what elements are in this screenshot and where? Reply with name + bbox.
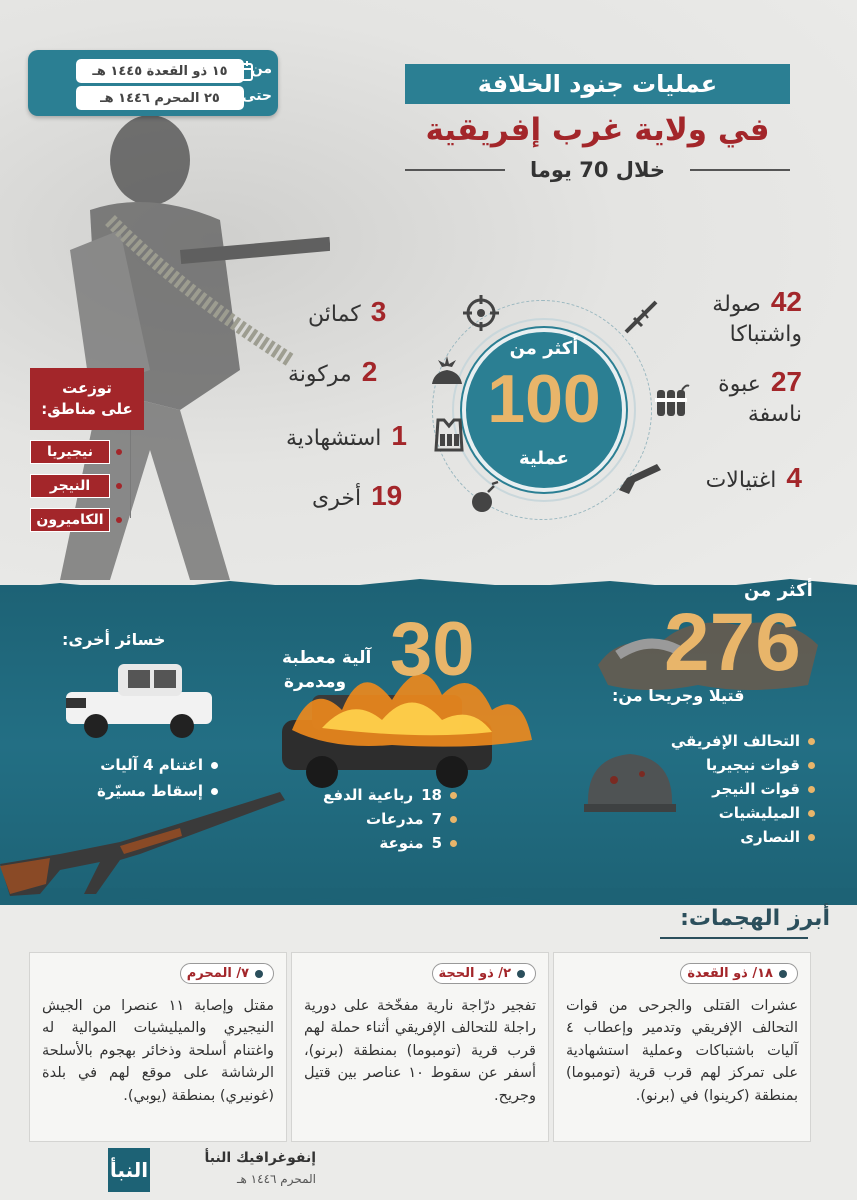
stat-raids-label-1: صولة [712, 292, 761, 317]
attack-card-date [432, 963, 536, 984]
pistol-icon [615, 458, 663, 496]
crosshair-icon [462, 294, 500, 332]
regions-connector [130, 430, 131, 518]
region-tag-nigeria: نيجيريا [30, 440, 110, 464]
stat-ieds-number: 27 [770, 366, 802, 397]
list-bullet [808, 762, 815, 769]
casualty-group-label: قوات نيجيريا [706, 756, 800, 774]
other-loss-label: اغتنام 4 آليات [100, 756, 203, 774]
casualty-group-item [671, 780, 815, 798]
stat-parked-number: 2 [361, 356, 378, 387]
casualties-number: 276 [664, 597, 801, 688]
summary-top-text: أكثر من [509, 338, 579, 359]
stat-ieds [718, 366, 802, 398]
list-bullet [808, 738, 815, 745]
stat-other-number: 19 [371, 480, 403, 511]
stat-parked-label: مركونة [288, 362, 352, 387]
stat-ambushes [308, 296, 386, 328]
stat-martyrdom-label: استشهادية [286, 426, 382, 451]
vehicle-type-item [323, 834, 457, 852]
stat-raids-number: 42 [770, 286, 802, 317]
date-to-label: حتى [242, 88, 272, 104]
vehicle-type-number: 18 [421, 786, 442, 804]
attack-card-date [180, 963, 274, 984]
footer-date: المحرم ١٤٤٦ هـ [237, 1172, 316, 1186]
region-tag-cameroon: الكاميرون [30, 508, 110, 532]
attack-card-date-text: ٢/ ذو الحجة [438, 966, 511, 981]
grenade-icon [466, 478, 504, 516]
casualty-group-label: التحالف الإفريقي [670, 732, 800, 750]
casualty-group-item [671, 756, 815, 774]
vehicles-label-2: ومدمرة [284, 672, 347, 692]
vehicle-type-item [323, 810, 457, 828]
attack-card-date-text: ٧/ المحرم [186, 966, 249, 981]
summary-number: 100 [487, 361, 601, 437]
casualty-group-label: الميليشيات [718, 804, 800, 822]
naba-logo: النبأ [108, 1148, 150, 1192]
vehicle-type-number: 7 [431, 810, 442, 828]
other-losses-title: خسائر أخرى: [62, 630, 166, 649]
title-line-3: خلال 70 يوما [529, 158, 666, 182]
vehicle-type-number: 5 [431, 834, 442, 852]
stat-assassinations-number: 4 [786, 462, 802, 493]
stat-ambushes-number: 3 [370, 296, 387, 327]
casualty-group-item [671, 828, 815, 846]
stat-assassinations-label: اغتيالات [705, 468, 777, 493]
helmet-image [580, 744, 680, 820]
date-from-value: ١٥ ذو القعدة ١٤٤٥ هـ [76, 59, 244, 83]
vehicles-number: 30 [390, 607, 475, 692]
stat-raids-line2 [730, 322, 802, 347]
attack-card [553, 952, 811, 1142]
vehicle-type-label: مدرعات [366, 810, 424, 828]
casualty-group-item [671, 732, 815, 750]
regions-label-line2: على مناطق: [41, 400, 133, 418]
casualty-group-label: النصارى [740, 828, 800, 846]
casualty-group-item [671, 804, 815, 822]
list-bullet [450, 792, 457, 799]
bomb-vest-icon [430, 416, 468, 454]
stat-raids-label-2: واشتباكا [729, 322, 802, 347]
region-dot [116, 517, 122, 523]
stat-ieds-label-2: ناسفة [747, 402, 802, 427]
regions-label-line1: توزعت [62, 379, 112, 397]
casualties-groups-list [671, 732, 815, 846]
rifle-icon [622, 298, 660, 336]
vehicle-type-item [323, 786, 457, 804]
explosion-icon [428, 352, 466, 390]
list-bullet [450, 840, 457, 847]
attack-card-date-text: ١٨/ ذو القعدة [687, 966, 773, 981]
regions-label [30, 368, 144, 430]
date-to-value: ٢٥ المحرم ١٤٤٦ هـ [76, 86, 244, 110]
stat-martyrdom-number: 1 [391, 420, 407, 451]
attack-card-text: عشرات القتلى والجرحى من قوات التحالف الإفريقي وتدمير وإعطاب ٤ آليات باشتباكات وعملية استشهادية على تمركز لهم قرب قرية (تومبوما) بمنطقة (كرينوا) في (برنو). [566, 998, 798, 1104]
stat-other [312, 480, 402, 512]
explosive-icon [652, 382, 690, 420]
stat-ieds-line2 [748, 402, 802, 427]
title-line-1: عمليات جنود الخلافة [405, 64, 790, 104]
stat-other-label: أخرى [312, 486, 362, 511]
attack-card [291, 952, 549, 1142]
casualty-group-label: قوات النيجر [712, 780, 800, 798]
date-dot-icon [779, 970, 787, 978]
ak-rifle-image [0, 784, 290, 904]
date-dot-icon [255, 970, 263, 978]
vehicles-breakdown-list [323, 786, 457, 852]
date-dot-icon [517, 970, 525, 978]
list-bullet [808, 834, 815, 841]
casualties-top-text: أكثر من [744, 580, 813, 601]
stat-ieds-label-1: عبوة [718, 372, 761, 397]
attack-card-date [680, 963, 798, 984]
stat-parked [288, 356, 377, 388]
list-bullet [211, 762, 218, 769]
date-from-label: من [250, 61, 272, 77]
other-loss-label: إسقاط مسيّرة [97, 782, 203, 800]
vehicle-type-label: رباعية الدفع [323, 786, 414, 804]
region-dot [116, 483, 122, 489]
attacks-title-rule [660, 937, 808, 939]
region-tag-niger: النيجر [30, 474, 110, 498]
title-line-2: في ولاية غرب إفريقية [425, 112, 770, 148]
attacks-title: أبرز الهجمات: [680, 906, 830, 931]
vehicle-type-label: منوعة [379, 834, 424, 852]
attack-card-text: تفجير درّاجة نارية مفخّخة على دورية راجلة للتحالف الإفريقي أثناء حملة لهم قرب قرية (تومبوما) بمنطقة (برنو)، أسفر عن سقوط ١٠ عناصر بين قتيل وجريح. [304, 998, 537, 1104]
list-bullet [808, 786, 815, 793]
stat-assassinations [706, 462, 802, 494]
vehicles-label-1: آلية معطبة [282, 648, 372, 668]
casualties-sub-text: قتيلا وجريحا من: [612, 686, 745, 705]
other-loss-item [58, 756, 218, 774]
attack-card-text: مقتل وإصابة ١١ عنصرا من الجيش النيجيري والميليشيات الموالية له واغتنام أسلحة وذخائر بهجوم بالأسلحة الرشاشة على موقع لهم في بلدة (غونيري) بمنطقة (يوبي). [42, 998, 274, 1104]
stat-martyrdom [286, 420, 407, 452]
stat-ambushes-label: كمائن [308, 302, 361, 327]
list-bullet [450, 816, 457, 823]
summary-bottom-text: عملية [519, 448, 569, 469]
list-bullet [808, 810, 815, 817]
calendar-icon [232, 60, 254, 82]
police-truck-image [58, 652, 218, 744]
stat-raids [712, 286, 802, 318]
region-dot [116, 449, 122, 455]
footer-brand: إنفوغرافيك النبأ [204, 1150, 316, 1166]
attack-card [29, 952, 287, 1142]
